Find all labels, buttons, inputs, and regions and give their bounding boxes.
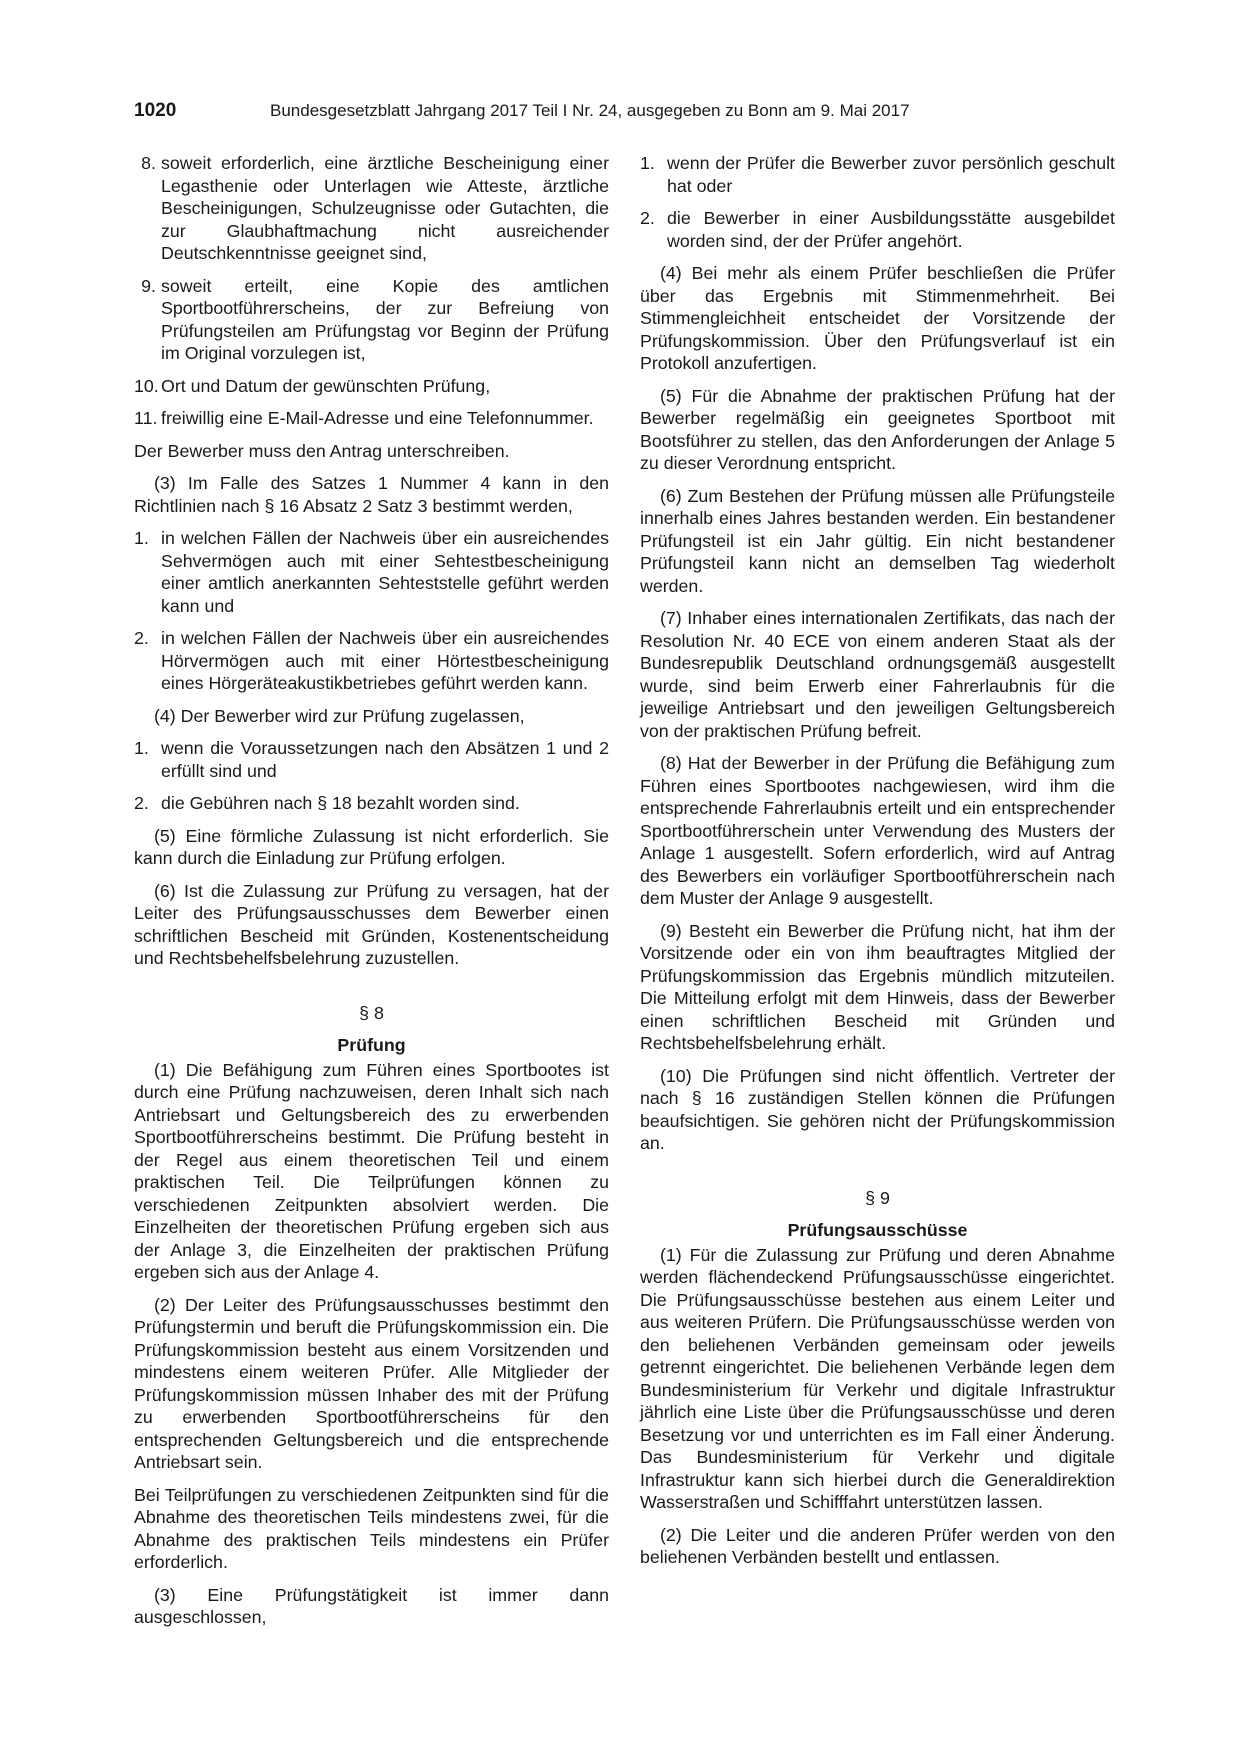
list-item — [134, 527, 609, 617]
section-number: § 9 — [865, 1187, 890, 1208]
paragraph: (8) Hat der Bewerber in der Prüfung die Befähigung zum Führen eines Sportbootes nachgewiesen, wird ihm die entsprechende Fahrerlaubnis erteilt und ein entsprechender Sportbootführerschein unter Verwendung des Musters der Anlage 1 ausgestellt. Sofern erforderlich, wird auf Antrag des Bewerbers ein vorläufiger Sportbootführerschein nach dem Muster der Anlage 9 ausgestellt. — [640, 753, 1115, 908]
list-item — [134, 627, 609, 695]
list-item — [134, 275, 609, 365]
paragraph: (1) Für die Zulassung zur Prüfung und deren Abnahme werden flächendeckend Prüfungsausschüsse eingerichtet. Die Prüfungsausschüsse bestehen aus einem Leiter und aus weiteren Prüfern. Die Prüfungsausschüsse werden von den beliehenen Verbänden gemeinsam oder jeweils getrennt eingerichtet. Die beliehenen Verbände legen dem Bundesministerium für Verkehr und digitale Infrastruktur jährlich eine Liste über die Prüfungsausschüsse und deren Besetzung vor und unterrichten es im Fall einer Änderung. Das Bundesministerium für Verkehr und digitale Infrastruktur kann sich hierbei durch die Generaldirektion Wasserstraßen und Schifffahrt unterstützen lassen. — [640, 1244, 1115, 1512]
item-text: die Gebühren nach § 18 bezahlt worden sind. — [161, 793, 520, 813]
item-number: 9. — [141, 275, 156, 296]
paragraph: (1) Die Befähigung zum Führen eines Sportbootes ist durch eine Prüfung nachzuweisen, deren Inhalt sich nach Antriebsart und Geltungsbereich des zu erwerbenden Sportbootführerscheins bestimmt. Die Prüfung besteht in der Regel aus einem theoretischen Teil und einem praktischen Teil. Die Teilprüfungen können zu verschiedenen Zeitpunkten absolviert werden. Die Einzelheiten der theoretischen Prüfung ergeben sich aus der Anlage 3, die Einzelheiten der praktischen Prüfung ergeben sich aus der Anlage 4. — [134, 1059, 609, 1282]
item-text: freiwillig eine E-Mail-Adresse und eine Telefonnummer. — [161, 408, 594, 428]
item-number: 1. — [640, 153, 655, 173]
item-number: 11. — [134, 408, 158, 428]
paragraph: (6) Ist die Zulassung zur Prüfung zu versagen, hat der Leiter des Prüfungsausschusses dem Bewerber einen schriftlichen Bescheid mit Gründen, Kostenentscheidung und Rechtsbehelfsbelehrung zuzustellen. — [134, 880, 609, 968]
page-header — [134, 100, 1114, 124]
item-text: wenn die Voraussetzungen nach den Absätzen 1 und 2 erfüllt sind und — [161, 738, 609, 781]
paragraph: (3) Im Falle des Satzes 1 Nummer 4 kann in den Richtlinien nach § 16 Absatz 2 Satz 3 bestimmt werden, — [134, 473, 609, 516]
item-text: in welchen Fällen der Nachweis über ein ausreichendes Sehvermögen auch mit einer Sehtestbescheinigung einer amtlich anerkannten Sehteststelle geführt werden kann und — [161, 528, 609, 616]
item-number: 2. — [640, 208, 655, 228]
item-number: 1. — [134, 528, 149, 548]
paragraph: (5) Für die Abnahme der praktischen Prüfung hat der Bewerber regelmäßig ein geeignetes Sportboot mit Bootsführer zu stellen, das den Anforderungen der Anlage 5 zu dieser Verordnung entspricht. — [640, 385, 1115, 473]
section-number: § 8 — [359, 1002, 384, 1023]
item-text: wenn der Prüfer die Bewerber zuvor persönlich geschult hat oder — [667, 153, 1115, 196]
item-text: Ort und Datum der gewünschten Prüfung, — [161, 375, 491, 396]
paragraph: (7) Inhaber eines internationalen Zertifikats, das nach der Resolution Nr. 40 ECE von einem anderen Staat als der Bundesrepublik Deutschland ordnungsgemäß ausgestellt wurde, sind beim Erwerb einer Fahrerlaubnis für die jeweilige Antriebsart und den jeweiligen Geltungsbereich von der praktischen Prüfung befreit. — [640, 608, 1115, 741]
paragraph: (2) Die Leiter und die anderen Prüfer werden von den beliehenen Verbänden bestellt und entlassen. — [640, 1524, 1115, 1567]
paragraph: (9) Besteht ein Bewerber die Prüfung nicht, hat ihm der Vorsitzende oder ein von ihm beauftragtes Mitglied der Prüfungskommission das Ergebnis mündlich mitzuteilen. Die Mitteilung erfolgt mit dem Hinweis, dass der Bewerber einen schriftlichen Bescheid mit Gründen und Rechtsbehelfsbelehrung erhält. — [640, 920, 1115, 1053]
paragraph: (2) Der Leiter des Prüfungsausschusses bestimmt den Prüfungstermin und beruft die Prüfungskommission ein. Die Prüfungskommission besteht aus einem Vorsitzenden und mindestens einem weiteren Prüfer. Alle Mitglieder der Prüfungskommission müssen Inhaber des mit der Prüfung zu erwerbenden Sportbootführerscheins für den entsprechenden Geltungsbereich und die entsprechende Antriebsart sein. — [134, 1294, 609, 1472]
paragraph: (3) Eine Prüfungstätigkeit ist immer dann ausgeschlossen, — [134, 1584, 609, 1627]
paragraph: Bei Teilprüfungen zu verschiedenen Zeitpunkten sind für die Abnahme des theoretischen Teils mindestens zwei, für die Abnahme des praktischen Teils mindestens ein Prüfer erforderlich. — [134, 1484, 609, 1572]
right-column — [640, 152, 1115, 1579]
section-title: Prüfung — [337, 1035, 406, 1055]
list-item — [640, 152, 1115, 197]
paragraph: (4) Der Bewerber wird zur Prüfung zugelassen, — [154, 705, 525, 726]
paragraph: (5) Eine förmliche Zulassung ist nicht erforderlich. Sie kann durch die Einladung zur Prüfung erfolgen. — [134, 825, 609, 868]
list-item — [134, 792, 609, 815]
list-item — [134, 737, 609, 782]
list-item — [134, 407, 609, 430]
paragraph: (10) Die Prüfungen sind nicht öffentlich. Vertreter der nach § 16 zuständigen Stellen können die Prüfungen beaufsichtigen. Sie gehören nicht der Prüfungskommission an. — [640, 1065, 1115, 1153]
item-number: 1. — [134, 738, 149, 758]
item-text: in welchen Fällen der Nachweis über ein ausreichendes Hörvermögen auch mit einer Hörtestbescheinigung eines Hörgeräteakustikbetriebes geführt werden kann. — [161, 628, 609, 693]
item-text: die Bewerber in einer Ausbildungsstätte ausgebildet worden sind, der der Prüfer angehört. — [667, 208, 1115, 251]
item-number: 2. — [134, 628, 149, 648]
page-number: 1020 — [134, 100, 177, 121]
left-column — [134, 152, 609, 1639]
item-text: soweit erforderlich, eine ärztliche Bescheinigung einer Legasthenie oder Unterlagen wie Atteste, ärztliche Bescheinigungen, Schulzeugnisse oder Gutachten, die zur Glaubhaftmachung nicht ausreichender Deutschkenntnisse geeignet sind, — [161, 153, 609, 263]
list-item — [640, 207, 1115, 252]
section-title: Prüfungsausschüsse — [787, 1220, 968, 1240]
item-number: 8. — [141, 153, 156, 173]
list-item — [134, 152, 609, 265]
paragraph: (6) Zum Bestehen der Prüfung müssen alle Prüfungsteile innerhalb eines Jahres bestanden werden. Ein bestandener Prüfungsteil ist ein Jahr gültig. Ein nicht bestandener Prüfungsteil kann nicht an demselben Tag wiederholt werden. — [640, 485, 1115, 596]
item-number: 10. — [134, 375, 159, 396]
item-number: 2. — [134, 793, 149, 813]
paragraph: Der Bewerber muss den Antrag unterschreiben. — [134, 440, 510, 461]
paragraph: (4) Bei mehr als einem Prüfer beschließen die Prüfer über das Ergebnis mit Stimmenmehrheit. Bei Stimmengleichheit entscheidet der Vorsitzende der Prüfungskommission. Über den Prüfungsverlauf ist ein Protokoll anzufertigen. — [640, 263, 1115, 373]
list-item — [134, 375, 609, 398]
item-text: soweit erteilt, eine Kopie des amtlichen Sportbootführerscheins, der zur Befreiung von Prüfungsteilen am Prüfungstag vor Beginn der Prüfung im Original vorzulegen ist, — [161, 275, 609, 363]
running-head: Bundesgesetzblatt Jahrgang 2017 Teil I Nr. 24, ausgegeben zu Bonn am 9. Mai 2017 — [270, 101, 910, 120]
